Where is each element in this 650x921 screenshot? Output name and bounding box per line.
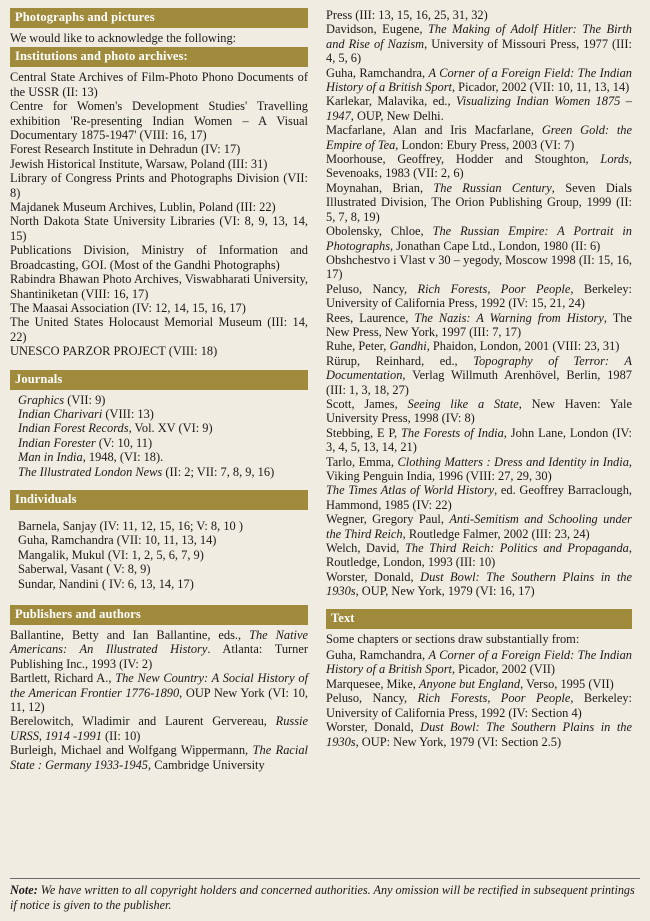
note-text: We have written to all copyright holders and concerned authorities. Any omission will be rectified in subsequent printings if notice is given to the publisher. <box>10 883 635 912</box>
list-item: The Maasai Association (IV: 12, 14, 15, 16, 17) <box>10 300 246 315</box>
list-item: Library of Congress Prints and Photographs Division (VII: 8) <box>10 171 308 200</box>
bibliography-entry: Worster, Donald, Dust Bowl: The Southern Plains in the 1930s, OUP, New York, 1979 (VI: 16, 17) <box>326 569 632 599</box>
bibliography-entry: Berelowitch, Wladimir and Laurent Gervereau, Russie URSS, 1914 -1991 (II: 10) <box>10 714 308 743</box>
text-sources-list <box>326 648 632 749</box>
bibliography-entry: Welch, David, The Third Reich: Politics and Propaganda, Routledge, London, 1993 (III: 10) <box>326 541 632 570</box>
bibliography-entry: Macfarlane, Alan and Iris Macfarlane, Green Gold: the Empire of Tea, London: Ebury Press, 2003 (VI: 7) <box>326 123 632 152</box>
bibliography-entry: Peluso, Nancy, Rich Forests, Poor People, Berkeley: University of California Press, 1992 (IV: Section 4) <box>326 691 632 720</box>
left-column <box>10 8 308 870</box>
bibliography-entry: Obolensky, Chloe, The Russian Empire: A Portrait in Photographs, Jonathan Cape Ltd., London, 1980 (II: 6) <box>326 224 632 253</box>
journals-list <box>10 393 308 479</box>
text-section-intro: Some chapters or sections draw substantially from: <box>326 631 580 646</box>
bibliography-entry: Rees, Laurence, The Nazis: A Warning from History, The New Press, New York, 1997 (III: 7, 17) <box>326 310 632 339</box>
list-item: UNESCO PARZOR PROJECT (VIII: 18) <box>10 344 218 359</box>
list-item: Forest Research Institute in Dehradun (IV: 17) <box>10 142 241 157</box>
bibliography-entry: Worster, Donald, Dust Bowl: The Southern Plains in the 1930s, OUP: New York, 1979 (VI: Section 2.5) <box>326 720 632 749</box>
section-heading-text: Text <box>326 609 632 629</box>
bibliography-entry: Scott, James, Seeing like a State, New Haven: Yale University Press, 1998 (IV: 8) <box>326 396 632 426</box>
bibliography-entry: Burleigh, Michael and Wolfgang Wippermann, The Racial State : Germany 1933-1945, Cambridge University <box>10 743 308 772</box>
list-item: Mangalik, Mukul (VI: 1, 2, 5, 6, 7, 9) <box>18 547 204 562</box>
list-item: Saberwal, Vasant ( V: 8, 9) <box>18 562 151 577</box>
spacer <box>10 591 308 605</box>
photographs-intro: We would like to acknowledge the following: <box>10 31 237 45</box>
list-item: Indian Forester (V: 10, 11) <box>18 435 153 450</box>
bibliography-entry: Davidson, Eugene, The Making of Adolf Hitler: The Birth and Rise of Nazism, University of Missouri Press, 1977 (III: 4, 5, 6) <box>326 22 632 66</box>
list-item: The Illustrated London News (II: 2; VII: 7, 8, 9, 16) <box>18 464 275 479</box>
list-item: The United States Holocaust Memorial Museum (III: 14, 22) <box>10 315 308 344</box>
list-item: Sundar, Nandini ( IV: 6, 13, 14, 17) <box>18 576 194 591</box>
section-heading-publishers: Publishers and authors <box>10 605 308 625</box>
list-item: Man in India, 1948, (VI: 18). <box>18 450 164 465</box>
list-item: Rabindra Bhawan Photo Archives, Viswabharati University, Shantiniketan (VIII: 16, 17) <box>10 272 308 301</box>
bibliography-entry: Bartlett, Richard A., The New Country: A Social History of the American Frontier 1776-1890, OUP New York (VI: 10, 11, 12) <box>10 671 309 715</box>
bibliography-entry: Marquesee, Mike, Anyone but England, Verso, 1995 (VII) <box>326 676 614 691</box>
list-item: North Dakota State University Libraries (VI: 8, 9, 13, 14, 15) <box>10 214 308 243</box>
bibliography-entry: Rürup, Reinhard, ed., Topography of Terror: A Documentation, Verlag Willmuth Arenhövel, Berlin, 1987 (III: 1, 3, 18, 27) <box>326 353 632 397</box>
spacer <box>326 599 632 609</box>
bibliography-entry: Ballantine, Betty and Ian Ballantine, eds., The Native Americans: An Illustrated History. Atlanta: Turner Publishing Inc., 1993 (IV: 2) <box>10 628 309 671</box>
individuals-list <box>10 519 308 591</box>
section-heading-institutions: Institutions and photo archives: <box>10 47 308 67</box>
right-column <box>326 8 632 870</box>
bibliography-entry: Stebbing, E P, The Forests of India, John Lane, London (IV: 3, 4, 5, 13, 14, 21) <box>326 425 632 455</box>
note-label: Note: <box>10 883 38 897</box>
list-item: Majdanek Museum Archives, Lublin, Poland (III: 22) <box>10 200 276 215</box>
publishers-list-continued <box>326 8 632 599</box>
list-item: Guha, Ramchandra (VII: 10, 11, 13, 14) <box>18 533 217 548</box>
bibliography-entry: Moorhouse, Geoffrey, Hodder and Stoughton, Lords, Sevenoaks, 1983 (VII: 2, 6) <box>326 152 632 181</box>
bibliography-entry: Guha, Ramchandra, A Corner of a Foreign Field: The Indian History of a British Sport, Picador, 2002 (VII) <box>326 648 632 677</box>
bibliography-entry: Moynahan, Brian, The Russian Century, Seven Dials Illustrated Division, The Orion Publishing Group, 1999 (II: 5, 7, 8, 19) <box>326 180 632 224</box>
bibliography-entry: Tarlo, Emma, Clothing Matters : Dress and Identity in India, Viking Penguin India, 1996 (VIII: 27, 29, 30) <box>326 454 633 483</box>
bibliography-entry: Guha, Ramchandra, A Corner of a Foreign Field: The Indian History of a British Sport, Picador, 2002 (VII: 10, 11, 13, 14) <box>326 65 632 95</box>
two-column-layout <box>10 8 640 870</box>
bibliography-entry: Wegner, Gregory Paul, Anti-Semitism and Schooling under the Third Reich, Routledge Falmer, 2002 (III: 23, 24) <box>326 512 633 541</box>
institutions-list <box>10 70 308 358</box>
list-item: Publications Division, Ministry of Information and Broadcasting, GOI. (Most of the Gandhi Photographs) <box>10 243 308 272</box>
list-item: Jewish Historical Institute, Warsaw, Poland (III: 31) <box>10 156 268 171</box>
section-heading-photographs: Photographs and pictures <box>10 8 308 28</box>
list-item: Barnela, Sanjay (IV: 11, 12, 15, 16; V: 8, 10 ) <box>18 518 243 533</box>
publishers-list <box>10 628 308 772</box>
list-item: Graphics (VII: 9) <box>18 392 106 407</box>
bibliography-entry: Peluso, Nancy, Rich Forests, Poor People, Berkeley: University of California Press, 1992 (IV: 15, 21, 24) <box>326 281 632 311</box>
bibliography-entry: Ruhe, Peter, Gandhi, Phaidon, London, 2001 (VIII: 23, 31) <box>326 339 620 354</box>
list-item: Indian Charivari (VIII: 13) <box>18 406 154 421</box>
section-heading-individuals: Individuals <box>10 490 308 510</box>
list-item: Central State Archives of Film-Photo Phono Documents of the USSR (II: 13) <box>10 70 308 99</box>
bibliography-entry: Karlekar, Malavika, ed., Visualizing Indian Women 1875 – 1947, OUP, New Delhi. <box>326 94 632 123</box>
list-item: Centre for Women's Development Studies' Travelling exhibition 'Re-presenting Indian Women – A Visual Documentary 1875-1947' (VIII: 16, 17) <box>10 99 308 143</box>
list-item: Indian Forest Records, Vol. XV (VI: 9) <box>18 421 213 436</box>
copyright-note <box>10 878 640 913</box>
section-heading-journals: Journals <box>10 370 308 390</box>
bibliography-entry: Obshchestvo i Vlast v 30 – yegody, Moscow 1998 (II: 15, 16, 17) <box>326 252 632 282</box>
bibliography-entry: Press (III: 13, 15, 16, 25, 31, 32) <box>326 8 488 22</box>
bibliography-entry: The Times Atlas of World History, ed. Geoffrey Barraclough, Hammond, 1985 (IV: 22) <box>326 483 633 512</box>
